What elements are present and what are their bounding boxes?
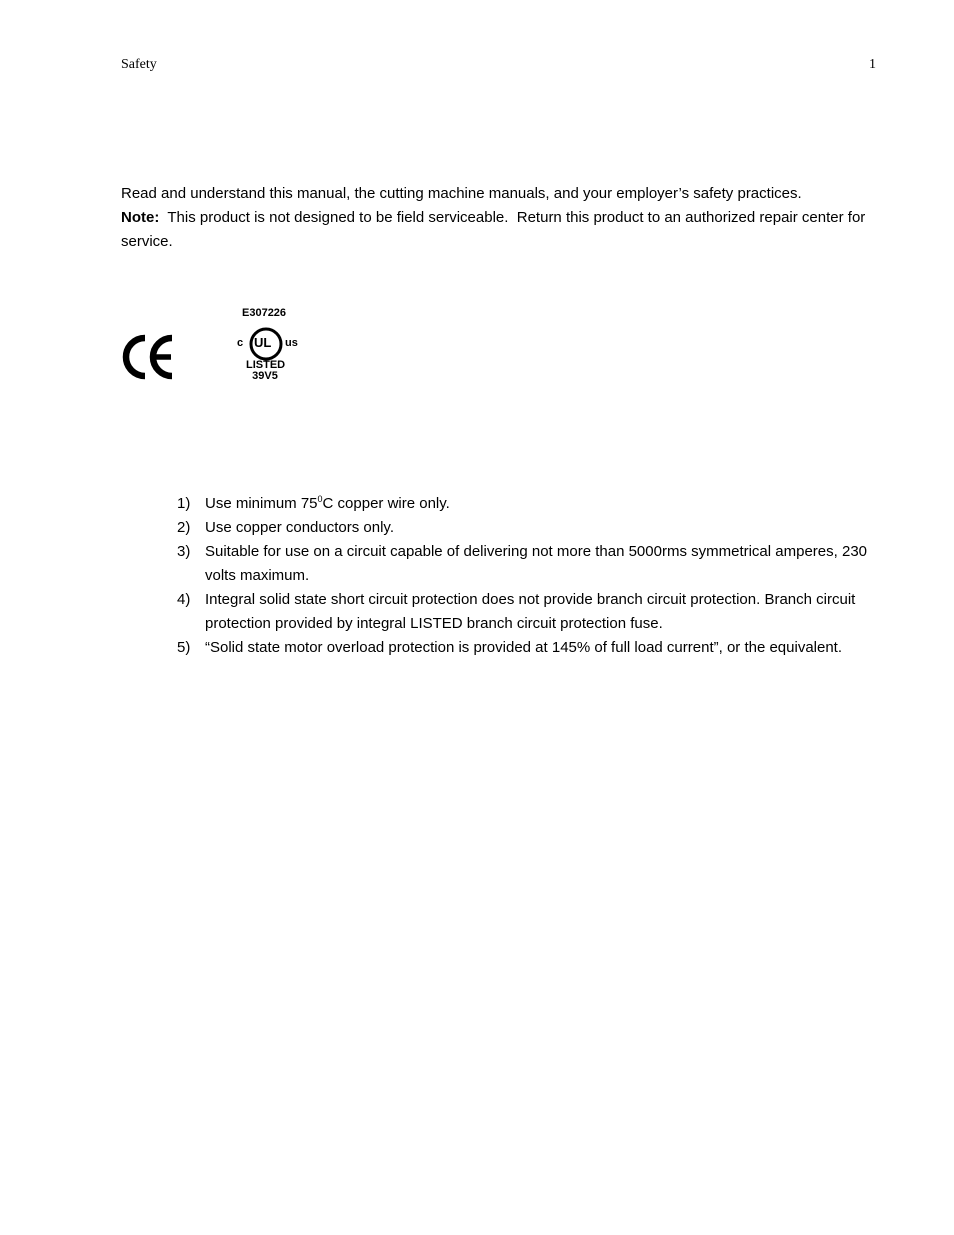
ce-mark-icon xyxy=(121,332,177,382)
note-text: This product is not designed to be field serviceable. Return this product to an authorized repair center for service. xyxy=(121,209,870,250)
list-item-text: Suitable for use on a circuit capable of delivering not more than 5000rms symmetrical amperes, 230 volts maximum. xyxy=(205,543,867,584)
intro-block xyxy=(121,182,896,254)
list-item-text: “Solid state motor overload protection is provided at 145% of full load current”, or the equivalent. xyxy=(205,639,843,656)
ul-listed-text: LISTED xyxy=(246,359,286,371)
list-item-number: 2) xyxy=(177,519,191,536)
list-item-number: 5) xyxy=(177,639,191,656)
ul-us-mark: us xyxy=(285,337,298,349)
list-item-number: 3) xyxy=(177,543,191,560)
ul-file-number: E307226 xyxy=(242,307,287,319)
ul-listed-label xyxy=(246,360,284,382)
section-title: Safety xyxy=(121,57,157,72)
list-item xyxy=(177,540,897,588)
requirements-list xyxy=(177,492,897,660)
ul-category-code: 39V5 xyxy=(252,370,278,382)
list-item xyxy=(177,636,897,660)
page-number: 1 xyxy=(869,57,876,72)
list-item xyxy=(177,588,897,636)
list-item-text xyxy=(205,492,897,516)
ul-c-mark: c xyxy=(237,337,244,349)
list-item xyxy=(177,516,897,540)
ul-ul-mark: UL xyxy=(254,335,272,350)
list-item-text: Integral solid state short circuit protection does not provide branch circuit protection. Branch circuit protection provided by integral LISTED branch circuit protection fuse. xyxy=(205,591,856,632)
note-label: Note: xyxy=(121,209,160,226)
list-item-text-part: Use minimum 75 xyxy=(205,495,318,512)
note-paragraph xyxy=(121,206,896,254)
list-item-text: Use copper conductors only. xyxy=(205,519,394,536)
list-item-number: 1) xyxy=(177,495,191,512)
intro-line: Read and understand this manual, the cutting machine manuals, and your employer’s safety practices. xyxy=(121,185,802,202)
list-item-number: 4) xyxy=(177,591,191,608)
degree-superscript: 0 xyxy=(317,494,323,504)
certification-logos xyxy=(121,306,321,391)
list-item xyxy=(177,492,897,516)
list-item-text-part: C copper wire only. xyxy=(322,495,450,512)
